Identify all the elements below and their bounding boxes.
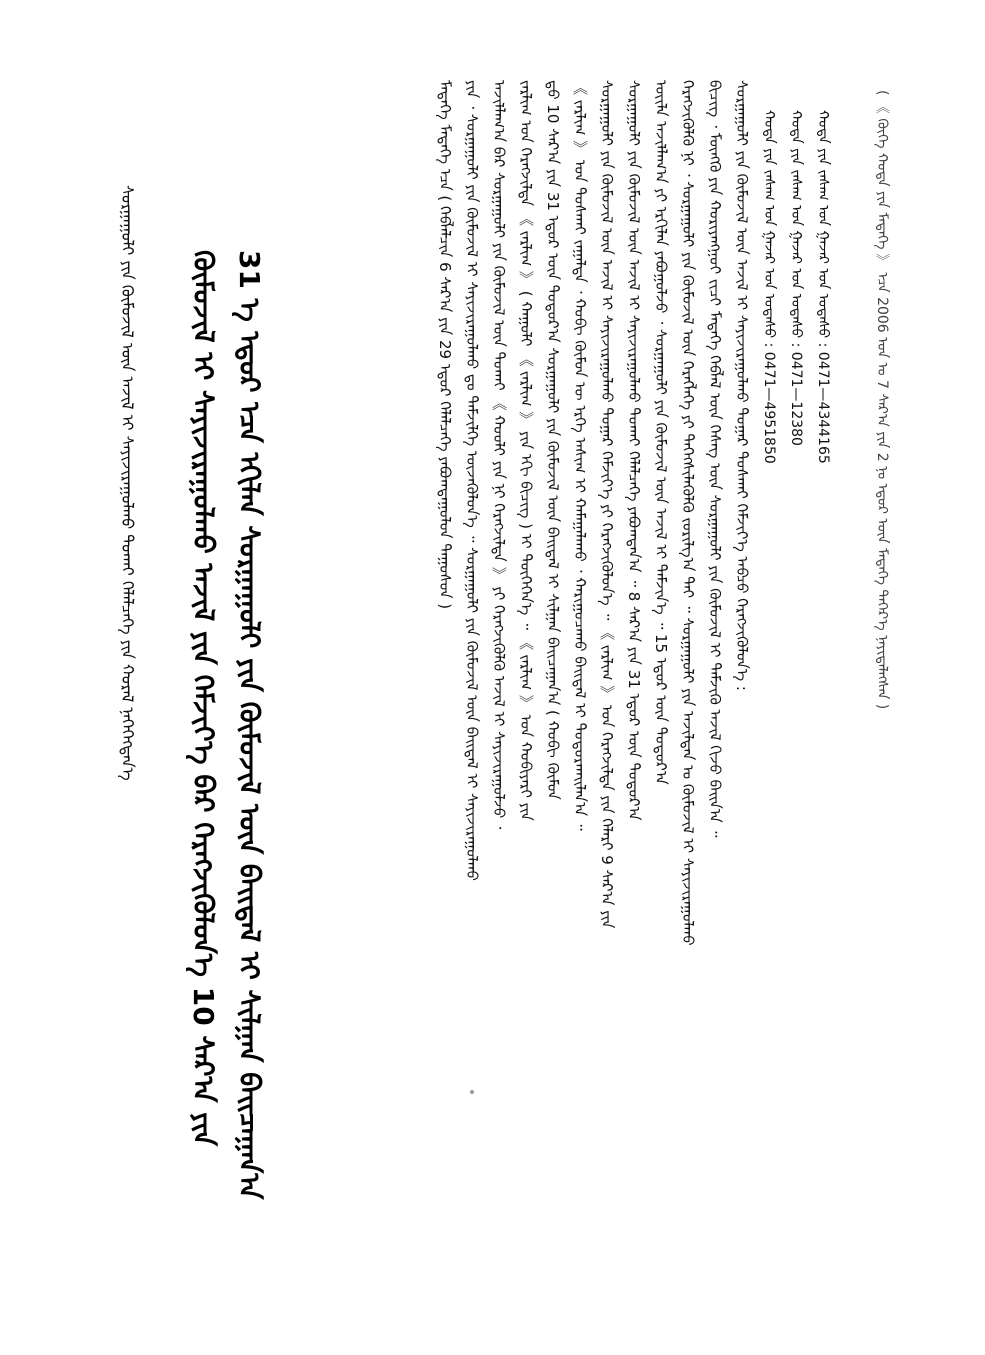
headline-line-2: ᠬᠦᠮᠦᠵᠢᠯ ᠢ ᠰᠠᠶᠢᠵᠢᠷᠠᠭᠤᠯᠬᠤ ᠠᠵᠢᠯ ᠶᠢᠨ ᠬᠡᠮᠵᠢᠶ᠎ᠡ ᠪᠡᠷ ᠬᠡᠷᠡᠭᠵᠢᠭᠦᠯᠦᠨ᠎ᠡ 10 ᠰᠠᠷ᠎ᠠ ᠶᠢᠨ <box>187 250 220 1147</box>
phone-line-3: ᠬᠣᠲᠠ ᠶᠢᠨ ᠵᠠᠰᠠᠭ ᠤᠨ ᠭᠠᠵᠠᠷ ᠤᠨ ᠤᠲᠠᠰᠤ : 0471—4951850 <box>761 110 777 464</box>
body-line-1: ᠰᠤᠷᠭᠠᠭᠤᠯᠢ ᠶᠢᠨ ᠬᠦᠮᠦᠵᠢᠯ ᠦᠨ ᠠᠵᠢᠯ ᠢ ᠰᠠᠶᠢᠵᠢᠷᠠᠭᠤᠯᠬᠤ ᠳᠤᠭᠠᠷ ᠲᠤᠰᠬᠠᠢ ᠬᠡᠮᠵᠢᠶ᠎ᠡ ᠠᠪᠴᠤ ᠬᠡᠷᠡᠭᠵᠢᠭᠦᠯᠦᠨ᠎ᠡ : <box>733 80 751 691</box>
headline-line-1: 31 ᠡ ᠡᠳᠦᠷ ᠡᠴᠡ ᠡᠬᠢᠯᠡᠨ ᠰᠤᠷᠭᠠᠭᠤᠯᠢ ᠶᠢᠨ ᠬᠦᠮᠦᠵᠢᠯ ᠦᠨ ᠪᠠᠢᠳᠠᠯ ᠢ ᠰᠢᠯᠭᠠᠨ ᠪᠠᠢᠴᠠᠭᠠᠨ᠎ᠠ <box>233 250 266 1200</box>
body-line-3: ᠬᠡᠷᠡᠭᠵᠢᠭᠦᠯᠬᠦ ᠨᠢ ᠂ ᠰᠤᠷᠭᠠᠭᠤᠯᠢ ᠶᠢᠨ ᠬᠦᠮᠦᠵᠢᠯ ᠦᠨ ᠬᠡᠷᠡᠭᠯᠡᠭᠡ ᠶᠢ ᠳᠡᠭᠡᠭᠰᠢᠯᠡᠭᠦᠯᠬᠦ ᠵᠤᠷᠢᠯᠭ᠎ᠠ ᠲᠠᠢ ᠃ ᠰᠤᠷᠭᠠᠭᠤᠯᠢ ᠶᠢᠨ ᠠᠵᠢᠯᠲᠠᠨ ᠤ ᠬᠦᠮᠦᠵᠢᠯ ᠢ ᠰᠠᠶᠢᠵᠢᠷᠠᠭᠤᠯᠬᠤ <box>679 80 697 946</box>
body-line-12: ᠮᠡᠳᠡᠭᠡ ᠮᠡᠳᠡᠭᠡ ᠡᠴᠡ ( ᠬᠡᠪᠯᠡᠯᠴᠢᠨ 6 ᠰᠠᠷ᠎ᠠ ᠶᠢᠨ 29 ᠡᠳᠦᠷ ᠬᠡᠯᠡᠯᠴᠡᠭᠡ ᠶᠠᠪᠤᠭᠳᠠᠭᠤᠯᠤᠨ ᠳᠠᠭᠤᠰᠤᠨ ) <box>436 80 454 610</box>
article-footer-line: ᠰᠤᠷᠭᠠᠭᠤᠯᠢ ᠶᠢᠨ ᠬᠦᠮᠦᠵᠢᠯ ᠦᠨ ᠠᠵᠢᠯ ᠢ ᠰᠠᠶᠢᠵᠢᠷᠠᠭᠤᠯᠬᠤ ᠲᠤᠬᠠᠢ ᠬᠡᠯᠡᠯᠴᠡᠭᠡ ᠶᠢᠨ ᠬᠤᠷᠠᠯ ᠨᠡᠭᠡᠭᠡᠭᠳᠡᠨ᠎ᠡ <box>118 185 137 781</box>
body-line-5: ᠰᠤᠷᠭᠠᠭᠤᠯᠢ ᠶᠢᠨ ᠬᠦᠮᠦᠵᠢᠯ ᠦᠨ ᠠᠵᠢᠯ ᠢ ᠰᠠᠶᠢᠵᠢᠷᠠᠭᠤᠯᠬᠤ ᠲᠤᠬᠠᠢ ᠬᠡᠯᠡᠯᠴᠡᠭᠡ ᠶᠠᠪᠤᠭᠳᠠᠨ᠎ᠠ ᠃ 8 ᠰᠠᠷ᠎ᠠ ᠶᠢᠨ 31 ᠡᠳᠦᠷ ᠦᠨ ᠳᠣᠲᠣᠷ᠎ᠠ <box>625 80 643 821</box>
body-line-2: ᠪᠢᠴᠢᠭ ᠂ ᠮᠥᠩᠭᠦ ᠶᠢᠨ ᠬᠤᠷᠢᠶᠠᠩᠭᠤᠢ ᠵᠢᠴᠢ ᠮᠡᠳᠡᠭᠡ ᠬᠡᠪᠯᠡᠯ ᠦᠨ ᠬᠡᠰᠡᠭ ᠦᠨ ᠰᠤᠷᠭᠠᠭᠤᠯᠢ ᠶᠢᠨ ᠬᠦᠮᠦᠵᠢᠯ ᠢ ᠳᠡᠮᠵᠢᠬᠦ ᠠᠵᠢᠯ ᠬᠢᠵᠦ ᠪᠠᠢᠨ᠎ᠠ ᠃ <box>706 80 724 838</box>
body-line-9: ᠵᠠᠷᠯᠢᠭ ᠤᠨ ᠬᠡᠷᠡᠭᠵᠢᠯᠲᠡ 《 ᠵᠠᠷᠯᠢᠭ 》 ( ᠬᠠᠭᠤᠯᠢ 《 ᠵᠠᠷᠯᠢᠭ 》 ᠶᠢᠨ ᠡᠬᠢ ᠪᠢᠴᠢᠭ ) ᠢ ᠲᠦᠭᠡᠭᠡᠨ᠎ᠡ ᠃ 《 ᠵᠠᠷᠯᠢᠭ 》 ᠤᠨ ᠬᠤᠪᠢᠶᠠᠷᠢ ᠶᠢᠨ <box>517 80 535 821</box>
speck-mark <box>470 1090 474 1094</box>
body-line-6: ᠰᠤᠷᠭᠠᠭᠤᠯᠢ ᠶᠢᠨ ᠬᠦᠮᠦᠵᠢᠯ ᠦᠨ ᠠᠵᠢᠯ ᠢ ᠰᠠᠶᠢᠵᠢᠷᠠᠭᠤᠯᠬᠤ ᠳᠤᠭᠠᠷ ᠬᠡᠮᠵᠢᠶ᠎ᠡ ᠶᠢ ᠬᠡᠷᠡᠭᠵᠢᠭᠦᠯᠦᠨ᠎ᠡ ᠃ 《 ᠵᠠᠷᠯᠢᠭ 》 ᠤᠨ ᠬᠡᠷᠡᠭᠵᠢᠯᠲᠡ ᠶᠢᠨ ᠬᠡᠯᠡᠷᠢ 9 ᠰᠠᠷ᠎ᠠ ᠶᠢᠨ <box>598 80 616 929</box>
body-line-11: ᠶᠢᠨ ᠂ ᠰᠤᠷᠭᠠᠭᠤᠯᠢ ᠶᠢᠨ ᠬᠦᠮᠦᠵᠢᠯ ᠢ ᠰᠠᠶᠢᠵᠢᠷᠠᠭᠤᠯᠬᠤ ᠳᠤ ᠳᠡᠮᠵᠢᠯᠭᠡ ᠦᠵᠡᠭᠦᠯᠦᠨ᠎ᠡ ᠃ ᠰᠤᠷᠭᠠᠭᠤᠯᠢ ᠶᠢᠨ ᠬᠦᠮᠦᠵᠢᠯ ᠦᠨ ᠪᠠᠢᠳᠠᠯ ᠢ ᠰᠠᠶᠢᠵᠢᠷᠠᠭᠤᠯᠬᠤ <box>463 80 481 881</box>
body-line-10: ᠠᠵᠢᠯᠯᠠᠭ᠎ᠠ ᠪᠠᠷ ᠰᠤᠷᠭᠠᠭᠤᠯᠢ ᠶᠢᠨ ᠬᠦᠮᠦᠵᠢᠯ ᠦᠨ ᠲᠤᠬᠠᠢ 《 ᠬᠤᠤᠯᠢ ᠶᠢᠨ ᠨᠢ ᠬᠡᠷᠡᠭᠵᠢᠯᠲᠡ 》 ᠶᠢ ᠬᠡᠷᠡᠭᠵᠢᠭᠦᠯᠬᠦ ᠠᠵᠢᠯ ᠢ ᠰᠠᠶᠢᠵᠢᠷᠠᠭᠤᠯᠵᠤ ᠂ <box>490 80 508 830</box>
source-citation: ( 《 ᠬᠥᠬᠡ ᠬᠣᠲᠠ ᠶᠢᠨ ᠮᠡᠳᠡᠭᠡ 》 ᠡᠴᠡ 2006 ᠣᠨ ᠤ 7 ᠰᠠᠷ᠎ᠠ ᠶᠢᠨ 2 ᠨᠤ ᠡᠳᠦᠷ ᠦᠨ ᠮᠡᠳᠡᠭᠡ ᠳᠡᠭᠡᠷ᠎ᠡ ᠨᠡᠶᠢᠲᠡᠯᠡᠭᠰᠡᠨ ) <box>874 90 890 710</box>
phone-line-2: ᠬᠣᠲᠠ ᠶᠢᠨ ᠵᠠᠰᠠᠭ ᠤᠨ ᠭᠠᠵᠠᠷ ᠤᠨ ᠤᠲᠠᠰᠤ : 0471—12380 <box>788 110 804 446</box>
phone-line-1: ᠬᠣᠲᠠ ᠶᠢᠨ ᠵᠠᠰᠠᠭ ᠤᠨ ᠭᠠᠵᠠᠷ ᠤᠨ ᠤᠲᠠᠰᠤ : 0471—4344165 <box>815 110 831 464</box>
body-line-8: ᠳ᠋ᠦ 10 ᠰᠠᠷ᠎ᠠ ᠶᠢᠨ 31 ᠡᠳᠦᠷ ᠦᠨ ᠳᠣᠲᠣᠷ᠎ᠠ ᠰᠤᠷᠭᠠᠭᠤᠯᠢ ᠶᠢᠨ ᠬᠦᠮᠦᠵᠢᠯ ᠦᠨ ᠪᠠᠢᠳᠠᠯ ᠢ ᠰᠢᠯᠭᠠᠨ ᠪᠠᠢᠴᠠᠭᠠᠨ᠎ᠠ ( ᠬᠤᠪᠢ ᠬᠦᠮᠦᠨ <box>544 80 562 800</box>
body-line-7: 《 ᠵᠠᠷᠯᠢᠭ 》 ᠤᠨ ᠲᠤᠰᠬᠠᠢ ᠵᠠᠭᠠᠯᠲᠠ ᠂ ᠬᠤᠪᠢ ᠬᠦᠮᠦᠨ ᠦ ᠡᠷᠬᠡ ᠠᠰᠢᠭ ᠢ ᠬᠠᠮᠠᠭᠠᠯᠠᠬᠤ ᠂ ᠬᠠᠷᠢᠭᠤᠴᠠᠬᠤ ᠪᠠᠢᠳᠠᠯ ᠢ ᠲᠣᠳᠣᠷᠬᠠᠢᠯᠠᠨ᠎ᠠ ᠃ <box>571 80 589 831</box>
body-line-4: ᠦᠢᠯᠡ ᠠᠵᠢᠯᠯᠠᠭ᠎ᠠ ᠶᠢ ᠡᠷᠬᠢᠯᠡᠨ ᠶᠠᠪᠤᠭᠤᠯᠵᠤ ᠂ ᠰᠤᠷᠭᠠᠭᠤᠯᠢ ᠶᠢᠨ ᠬᠦᠮᠦᠵᠢᠯ ᠦᠨ ᠠᠵᠢᠯ ᠢ ᠳᠡᠮᠵᠢᠨ᠎ᠡ ᠃ 15 ᠡᠳᠦᠷ ᠦᠨ ᠳᠣᠲᠣᠷ᠎ᠠ <box>652 80 670 785</box>
